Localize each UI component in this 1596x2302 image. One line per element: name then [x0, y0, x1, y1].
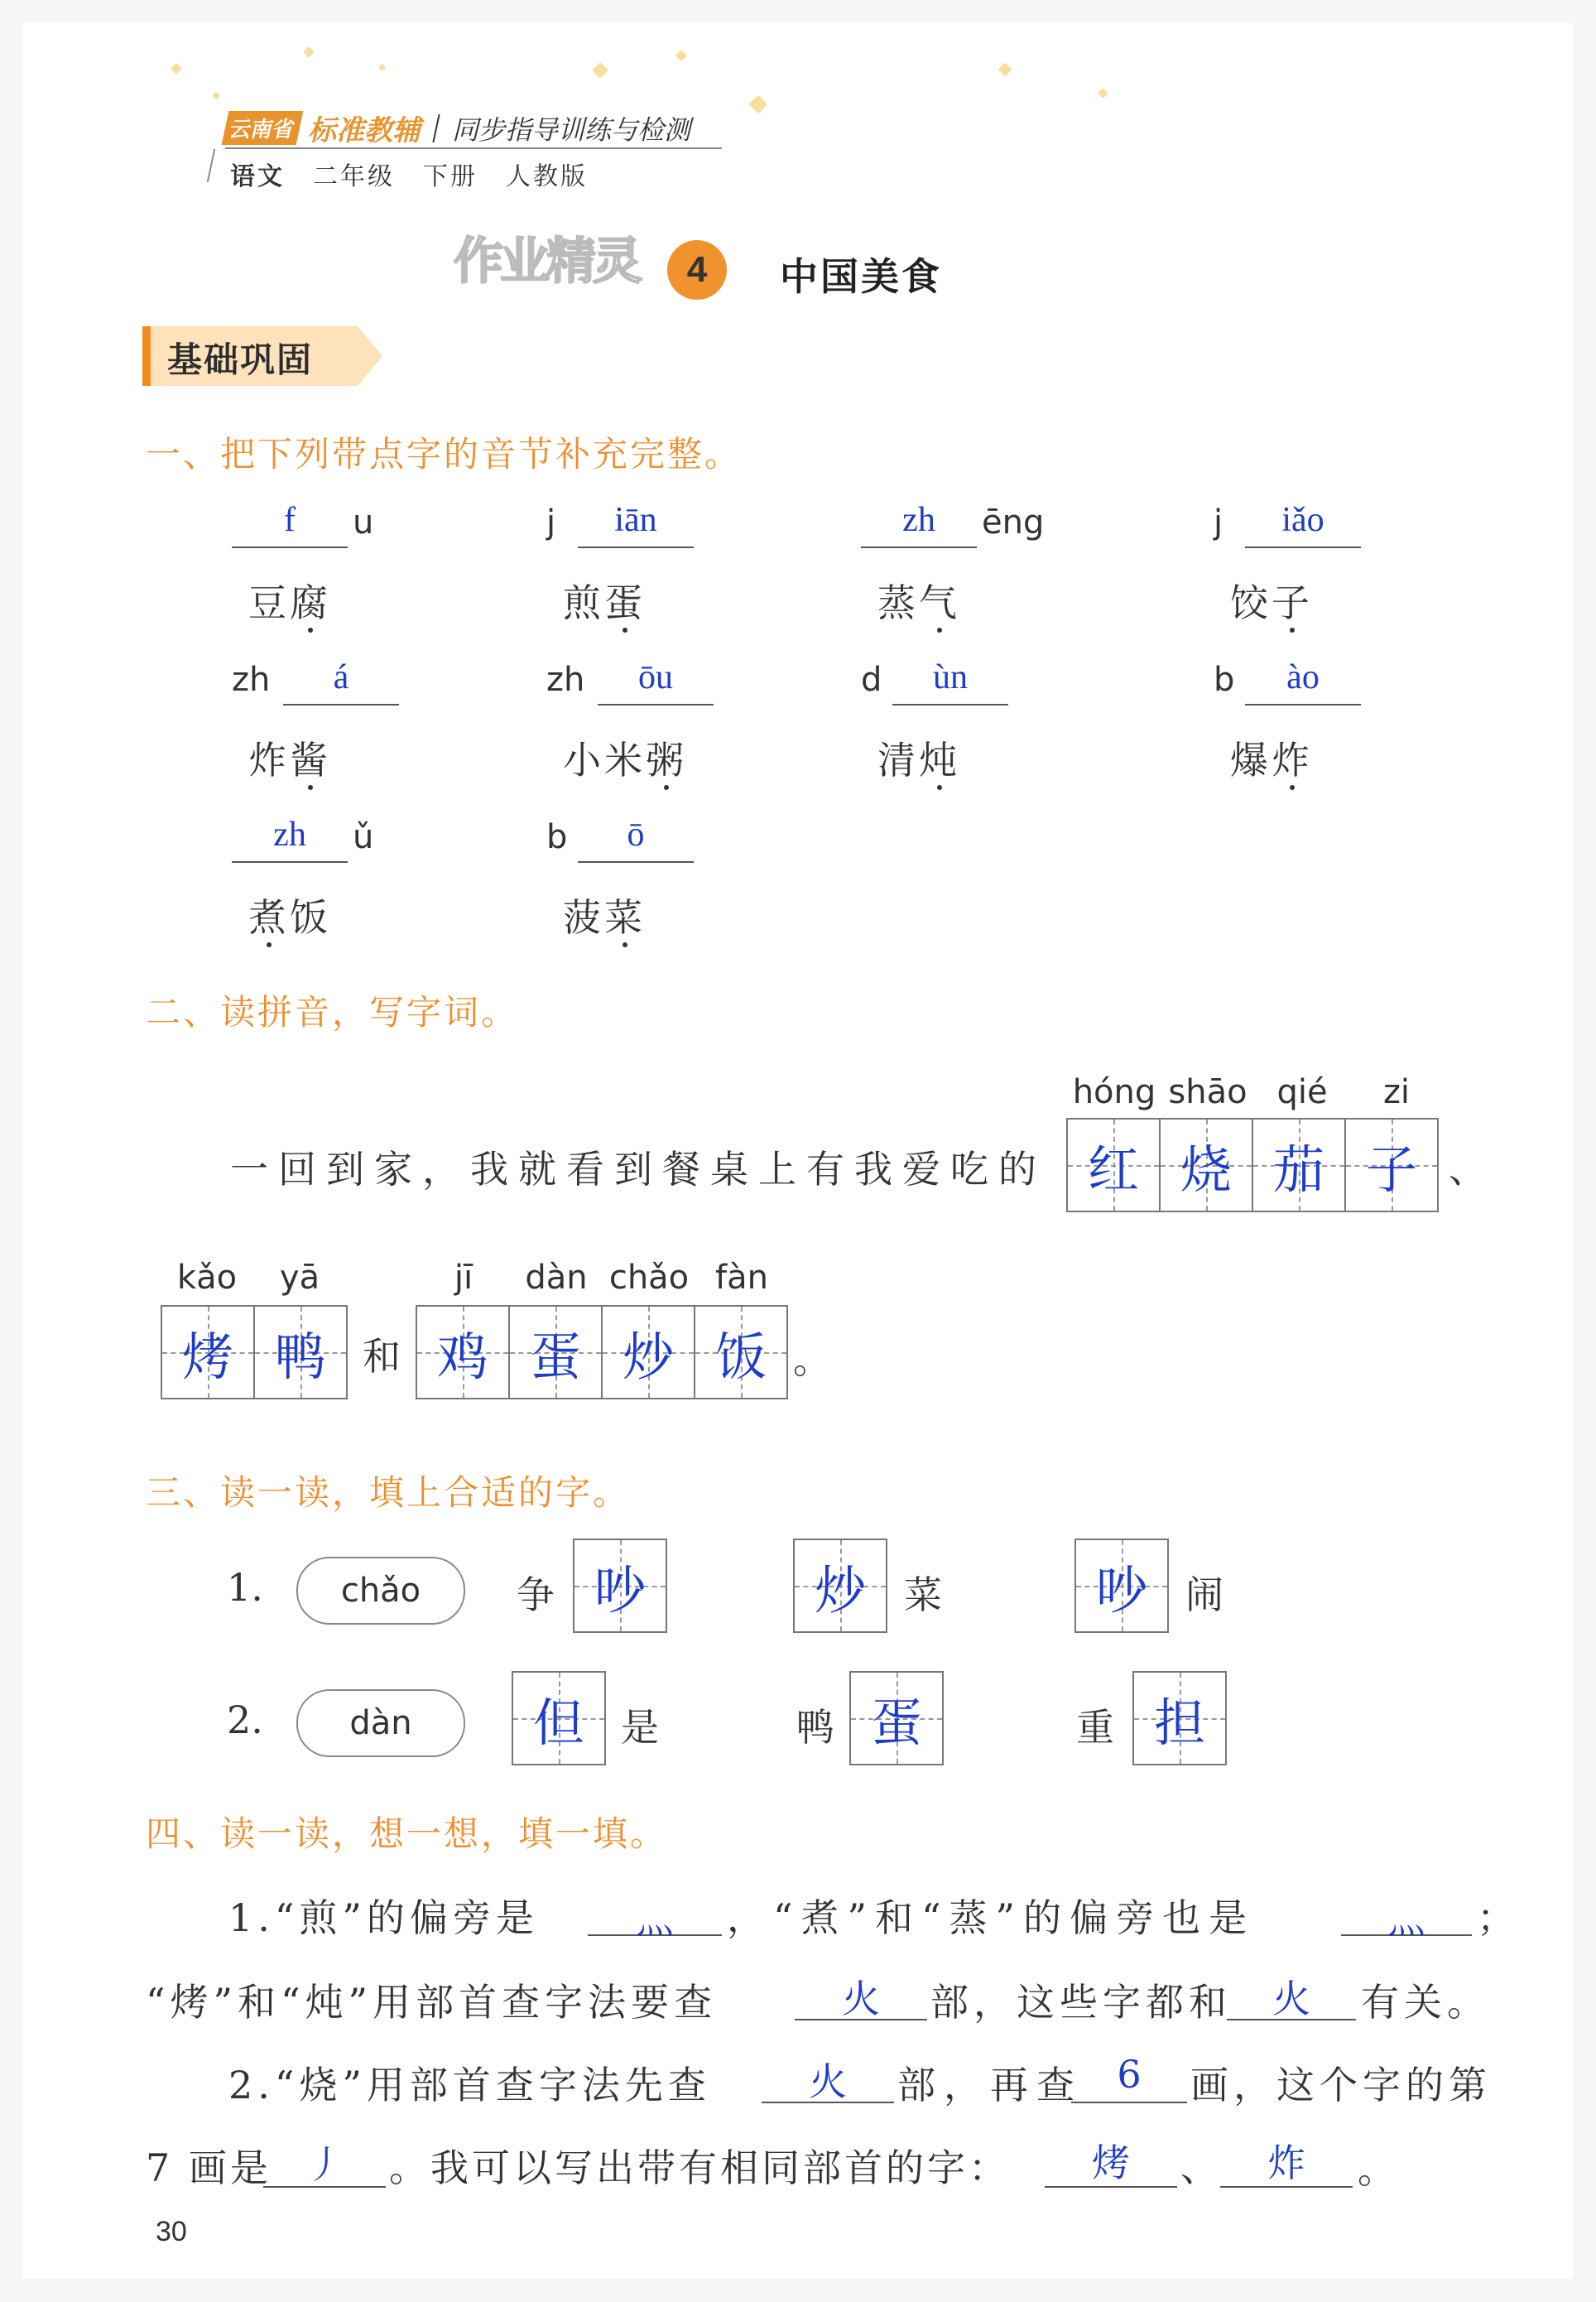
answer-cell[interactable]: [1134, 1673, 1225, 1764]
sparkle-decoration: [171, 63, 182, 75]
q3-row2-w1-after: 是: [621, 1705, 669, 1750]
answer-blank[interactable]: [598, 704, 714, 706]
answer-blank[interactable]: [232, 861, 348, 863]
series-name: 同步指导训练与检测: [452, 114, 691, 145]
answer-char: 蛋: [870, 1692, 922, 1753]
pinyin-prefix: b: [1214, 661, 1235, 699]
answer-char: 红: [1087, 1139, 1139, 1200]
answer-char: 茄: [1272, 1139, 1324, 1200]
sparkle-decoration: [378, 64, 387, 72]
header-subject: [230, 156, 588, 192]
pinyin-item: [546, 503, 811, 661]
answer-char: 鸡: [436, 1326, 488, 1387]
answer-text: 烤: [1092, 2141, 1130, 2185]
pinyin-hong: hóng: [1072, 1073, 1156, 1111]
emphasis-dot: [937, 628, 942, 633]
answer-text: 灬: [636, 1897, 674, 1942]
pinyin-chao: chǎo: [608, 1259, 690, 1297]
q4-line4-c: 、: [1180, 2145, 1228, 2190]
pinyin-answer: ào: [1286, 658, 1320, 696]
volume-label: 下册: [423, 163, 478, 190]
banner-bar: [142, 326, 151, 386]
answer-blank[interactable]: [1245, 704, 1361, 706]
pinyin-item: [546, 658, 811, 818]
q3-row1-number: 1.: [227, 1565, 263, 1610]
answer-text: 火: [842, 1977, 880, 2021]
answer-char: 子: [1365, 1139, 1417, 1200]
answer-cell[interactable]: [1068, 1120, 1161, 1211]
emphasis-dot: [308, 785, 313, 790]
pinyin-group2: [161, 1259, 346, 1297]
q3-row1-w2-box: [793, 1539, 887, 1633]
pinyin-item: [1214, 503, 1478, 661]
answer-char: 烤: [181, 1326, 233, 1387]
q4-line3-b: 部，再查: [897, 2063, 1083, 2107]
pinyin-fan: fàn: [715, 1259, 768, 1297]
q4-line2-c: 有关。: [1361, 1980, 1490, 2025]
word: 煮饭: [248, 895, 331, 940]
q4-line4-a: 7 画是: [146, 2145, 272, 2190]
answer-blank[interactable]: [578, 547, 694, 548]
answer-cell[interactable]: [574, 1540, 666, 1631]
answer-cell[interactable]: [1346, 1120, 1437, 1211]
banner-tip: [358, 326, 382, 386]
pinyin-answer: zh: [273, 816, 306, 854]
worksheet-page: [23, 23, 1573, 2279]
q3-row1-w3-box: [1074, 1539, 1169, 1633]
answer-char: 吵: [594, 1559, 646, 1621]
pinyin-item: [861, 658, 1126, 818]
pinyin-item: [861, 503, 1126, 661]
q2-sentence-start: 一回到家，我就看到餐桌上有我爱吃的: [230, 1147, 1046, 1192]
pinyin-prefix: j: [1214, 503, 1223, 542]
answer-blank[interactable]: [1071, 2102, 1187, 2103]
page-number: 30: [156, 2216, 187, 2247]
q3-heading: 三、读一读，填上合适的字。: [146, 1473, 631, 1512]
emphasis-dot: [623, 628, 627, 633]
answer-text: 丿: [305, 2142, 344, 2187]
q3-row2-w2-before: 鸭: [796, 1705, 844, 1750]
pinyin-cloud: dàn: [296, 1689, 465, 1757]
emphasis-dot: [308, 628, 313, 633]
emphasis-dot: [1290, 785, 1295, 790]
emphasis-dot: [623, 942, 627, 947]
answer-char: 蛋: [529, 1326, 581, 1387]
q4-line4-d: 。: [1358, 2147, 1406, 2192]
q3-row2-w3-before: 重: [1076, 1705, 1124, 1750]
q3-row2-w1-box: [512, 1671, 606, 1765]
q3-row1-w1-box: [573, 1539, 667, 1633]
answer-text: 火: [809, 2059, 847, 2104]
q2-and: 和: [363, 1334, 411, 1379]
pinyin-prefix: b: [546, 818, 568, 856]
divider: [432, 114, 440, 142]
q4-line4-b: 。我可以写出带有相同部首的字：: [389, 2145, 1010, 2190]
pinyin-ya: yā: [279, 1259, 320, 1297]
answer-cell[interactable]: [695, 1307, 786, 1398]
pinyin-answer: ō: [627, 816, 645, 854]
answer-cell[interactable]: [1253, 1120, 1346, 1211]
pinyin-item: [232, 818, 497, 975]
pinyin-qie: qié: [1276, 1073, 1328, 1111]
word: 豆腐: [248, 580, 331, 625]
brand-name: 标准教辅: [308, 115, 421, 147]
word: 清炖: [877, 738, 960, 783]
q3-row2-w3-box: [1132, 1671, 1227, 1765]
q3-row1-w2-after: 菜: [904, 1572, 952, 1617]
pinyin-shao: shāo: [1168, 1073, 1247, 1111]
sparkle-decoration: [303, 46, 315, 58]
pinyin-prefix: zh: [546, 661, 585, 699]
answer-cell[interactable]: [162, 1307, 255, 1398]
pinyin-prefix: j: [546, 503, 556, 542]
sparkle-decoration: [749, 95, 768, 114]
sparkle-decoration: [675, 50, 687, 61]
pinyin-zi: zi: [1382, 1073, 1411, 1111]
pinyin-suffix: ǔ: [353, 818, 374, 856]
q4-line3-a: 2.“烧”用部首查字法先查: [228, 2063, 711, 2107]
answer-char: 吵: [1095, 1559, 1147, 1621]
answer-blank[interactable]: [283, 704, 399, 706]
word: 炸酱: [248, 738, 331, 783]
q3-row2-w2-box: [849, 1671, 944, 1765]
pinyin-prefix: d: [861, 661, 882, 699]
answer-char: 鸭: [274, 1326, 326, 1387]
emphasis-dot: [664, 785, 669, 790]
pinyin-answer: ùn: [933, 658, 968, 696]
pinyin-item: [232, 503, 497, 661]
word: 蒸气: [877, 580, 960, 625]
emphasis-dot: [267, 942, 272, 947]
q1-heading: 一、把下列带点字的音节补充完整。: [146, 435, 743, 474]
q4-line2-a: “烤”和“炖”用部首查字法要查: [146, 1980, 718, 2025]
q3-row2-number: 2.: [227, 1698, 263, 1742]
pinyin-answer: á: [333, 658, 349, 696]
word: 煎蛋: [563, 580, 646, 625]
answer-blank[interactable]: [578, 861, 694, 863]
sparkle-decoration: [592, 62, 608, 79]
section-label: 基础巩固: [167, 340, 314, 379]
answer-text: 炸: [1267, 2141, 1305, 2185]
q4-heading: 四、读一读，想一想，填一填。: [146, 1814, 668, 1853]
pinyin-answer: iān: [614, 501, 657, 539]
edition-label: 人教版: [506, 163, 588, 190]
answer-cell[interactable]: [851, 1673, 942, 1764]
pinyin-kao: kǎo: [176, 1259, 238, 1297]
q4-line1-a: 1.“煎”的偏旁是: [228, 1895, 539, 1940]
pinyin-answer: ōu: [638, 658, 673, 696]
answer-cell[interactable]: [603, 1307, 695, 1398]
answer-cell[interactable]: [1076, 1540, 1167, 1631]
header-rule-left: [207, 149, 216, 182]
word: 菠菜: [563, 895, 646, 940]
pinyin-answer: iǎo: [1281, 501, 1324, 539]
answer-cell[interactable]: [417, 1307, 510, 1398]
answer-blank[interactable]: [232, 547, 348, 548]
q4-line1-c: ；: [1477, 1895, 1525, 1940]
pinyin-answer: f: [284, 501, 296, 539]
answer-char: 炒: [814, 1559, 866, 1621]
pinyin-answer: zh: [902, 501, 935, 539]
answer-text: 火: [1272, 1977, 1310, 2021]
pinyin-suffix: ēng: [982, 503, 1045, 542]
sparkle-decoration: [213, 92, 221, 100]
answer-cell[interactable]: [510, 1307, 603, 1398]
q3-row1-w1-before: 争: [517, 1572, 565, 1617]
answer-char: 但: [532, 1692, 584, 1753]
answer-blank[interactable]: [892, 704, 1008, 706]
answer-blank[interactable]: [861, 547, 977, 548]
answer-text: 6: [1117, 2052, 1142, 2097]
q4-line3-c: 画，这个字的第: [1190, 2063, 1492, 2107]
answer-cell[interactable]: [513, 1673, 604, 1764]
watermark-logo: 作业精灵: [454, 234, 639, 289]
pinyin-dan: dàn: [525, 1259, 588, 1297]
q4-line2-b: 部，这些字都和: [930, 1980, 1232, 2025]
section-banner: [142, 326, 382, 386]
answer-grid-group1: [1066, 1118, 1439, 1212]
word: 爆炸: [1230, 738, 1313, 783]
answer-grid-group3: [416, 1305, 788, 1399]
answer-cell[interactable]: [255, 1307, 346, 1398]
sparkle-decoration: [998, 63, 1012, 77]
q2-period: 。: [793, 1337, 841, 1382]
lesson-number-badge: 4: [667, 240, 727, 300]
answer-blank[interactable]: [1245, 547, 1361, 548]
pinyin-group3: [417, 1259, 788, 1297]
pinyin-item: [1214, 658, 1478, 818]
q2-comma: 、: [1449, 1147, 1497, 1192]
pinyin-ji: jī: [454, 1259, 474, 1297]
word: 小米粥: [563, 738, 687, 783]
answer-char: 担: [1153, 1692, 1205, 1753]
q3-row1-w3-after: 闹: [1185, 1572, 1233, 1617]
pinyin-suffix: u: [353, 503, 374, 542]
answer-cell[interactable]: [1161, 1120, 1253, 1211]
header-rule: [225, 147, 722, 149]
pinyin-item: [232, 658, 497, 818]
answer-cell[interactable]: [795, 1540, 886, 1631]
pinyin-prefix: zh: [232, 661, 271, 699]
lesson-title: 中国美食: [780, 254, 942, 299]
pinyin-item: [546, 818, 811, 975]
subject-label: 语文: [230, 163, 285, 190]
grade-label: 二年级: [313, 163, 395, 190]
word: 饺子: [1230, 580, 1313, 625]
pinyin-cloud: chǎo: [296, 1557, 465, 1625]
emphasis-dot: [1290, 628, 1295, 633]
sparkle-decoration: [1098, 88, 1108, 99]
answer-char: 炒: [622, 1326, 674, 1387]
answer-text: 灬: [1387, 1897, 1425, 1942]
pinyin-group1: [1068, 1073, 1444, 1111]
answer-char: 饭: [714, 1326, 767, 1387]
answer-char: 烧: [1180, 1139, 1232, 1200]
brand-badge: 云南省: [222, 111, 304, 145]
emphasis-dot: [937, 785, 942, 790]
answer-grid-group2: [161, 1305, 348, 1399]
header-brand: [225, 108, 690, 148]
q4-line1-b: ，“煮”和“蒸”的偏旁也是: [727, 1895, 1256, 1940]
q2-heading: 二、读拼音，写字词。: [146, 993, 519, 1032]
